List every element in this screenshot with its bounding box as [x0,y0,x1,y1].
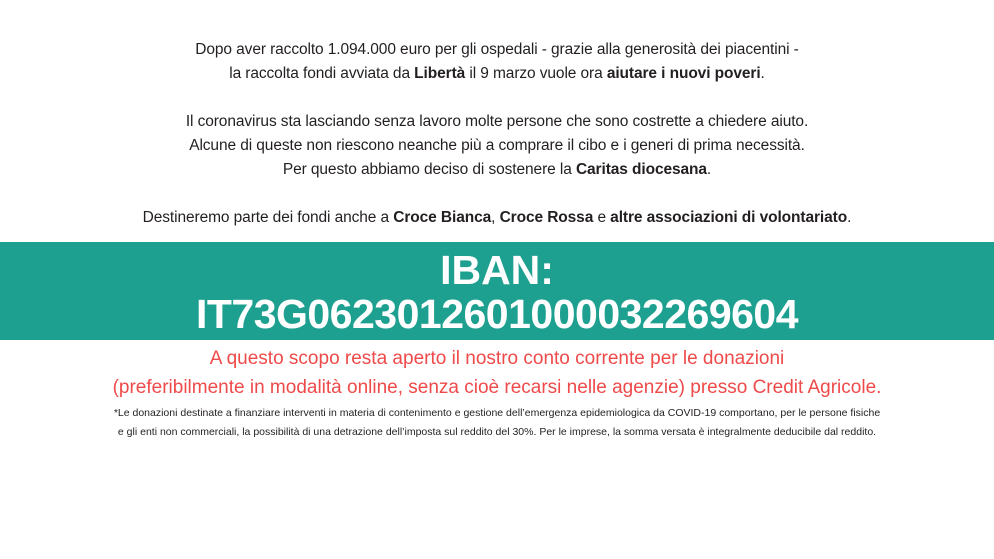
intro-line [0,206,994,230]
intro-line [0,38,994,62]
intro-text-span: Destineremo parte dei fondi anche a [142,209,394,226]
iban-label: IBAN: [440,247,554,293]
donation-line-1: A questo scopo resta aperto il nostro conto corrente per le donazioni [209,348,785,369]
intro-text-span: , [491,209,500,226]
liberta-bold: Libertà [414,65,466,82]
croce-rossa-bold: Croce Rossa [499,209,594,226]
intro-text-span: . [760,65,765,82]
tax-note-line-2: e gli enti non commerciali, la possibilità di una detrazione dell’imposta sul reddito del 30%. Per le imprese, la somma versata è integralmente deducibile dal reddito. [117,426,877,438]
donation-info [0,344,994,402]
volontariato-bold: altre associazioni di volontariato [610,209,848,226]
intro-text-span: il 9 marzo vuole ora [465,65,607,82]
iban-band [0,242,994,340]
intro-line [0,110,994,134]
tax-note [0,404,994,442]
caritas-bold: Caritas diocesana [575,161,707,178]
tax-note-line-1: *Le donazioni destinate a finanziare interventi in materia di contenimento e gestione dell’emergenza epidemiologica da COVID-19 comportano, per le persone fisiche [113,407,881,419]
nuovi-poveri-bold: aiutare i nuovi poveri [606,65,761,82]
intro-text-span: Per questo abbiamo deciso di sostenere la [282,161,576,178]
intro-line [0,134,994,158]
donation-line-2: (preferibilmente in modalità online, senza cioè recarsi nelle agenzie) presso Credit Agricole. [112,377,882,398]
intro-text-span: Alcune di queste non riescono neanche più a comprare il cibo e i generi di prima necessità. [189,137,805,154]
intro-line [0,158,994,182]
croce-bianca-bold: Croce Bianca [393,209,492,226]
intro-text-span: . [847,209,852,226]
iban-code[interactable]: IT73G0623012601000032269604 [195,291,799,337]
intro-text [0,38,994,230]
intro-text-span: . [706,161,712,178]
intro-text-span: e [593,209,611,226]
intro-text-span: Dopo aver raccolto 1.094.000 euro per gli ospedali - grazie alla generosità dei piacentini - [195,41,799,58]
intro-text-span: la raccolta fondi avviata da [229,65,415,82]
intro-text-span: Il coronavirus sta lasciando senza lavoro molte persone che sono costrette a chiedere aiuto. [185,113,809,130]
intro-line [0,62,994,86]
